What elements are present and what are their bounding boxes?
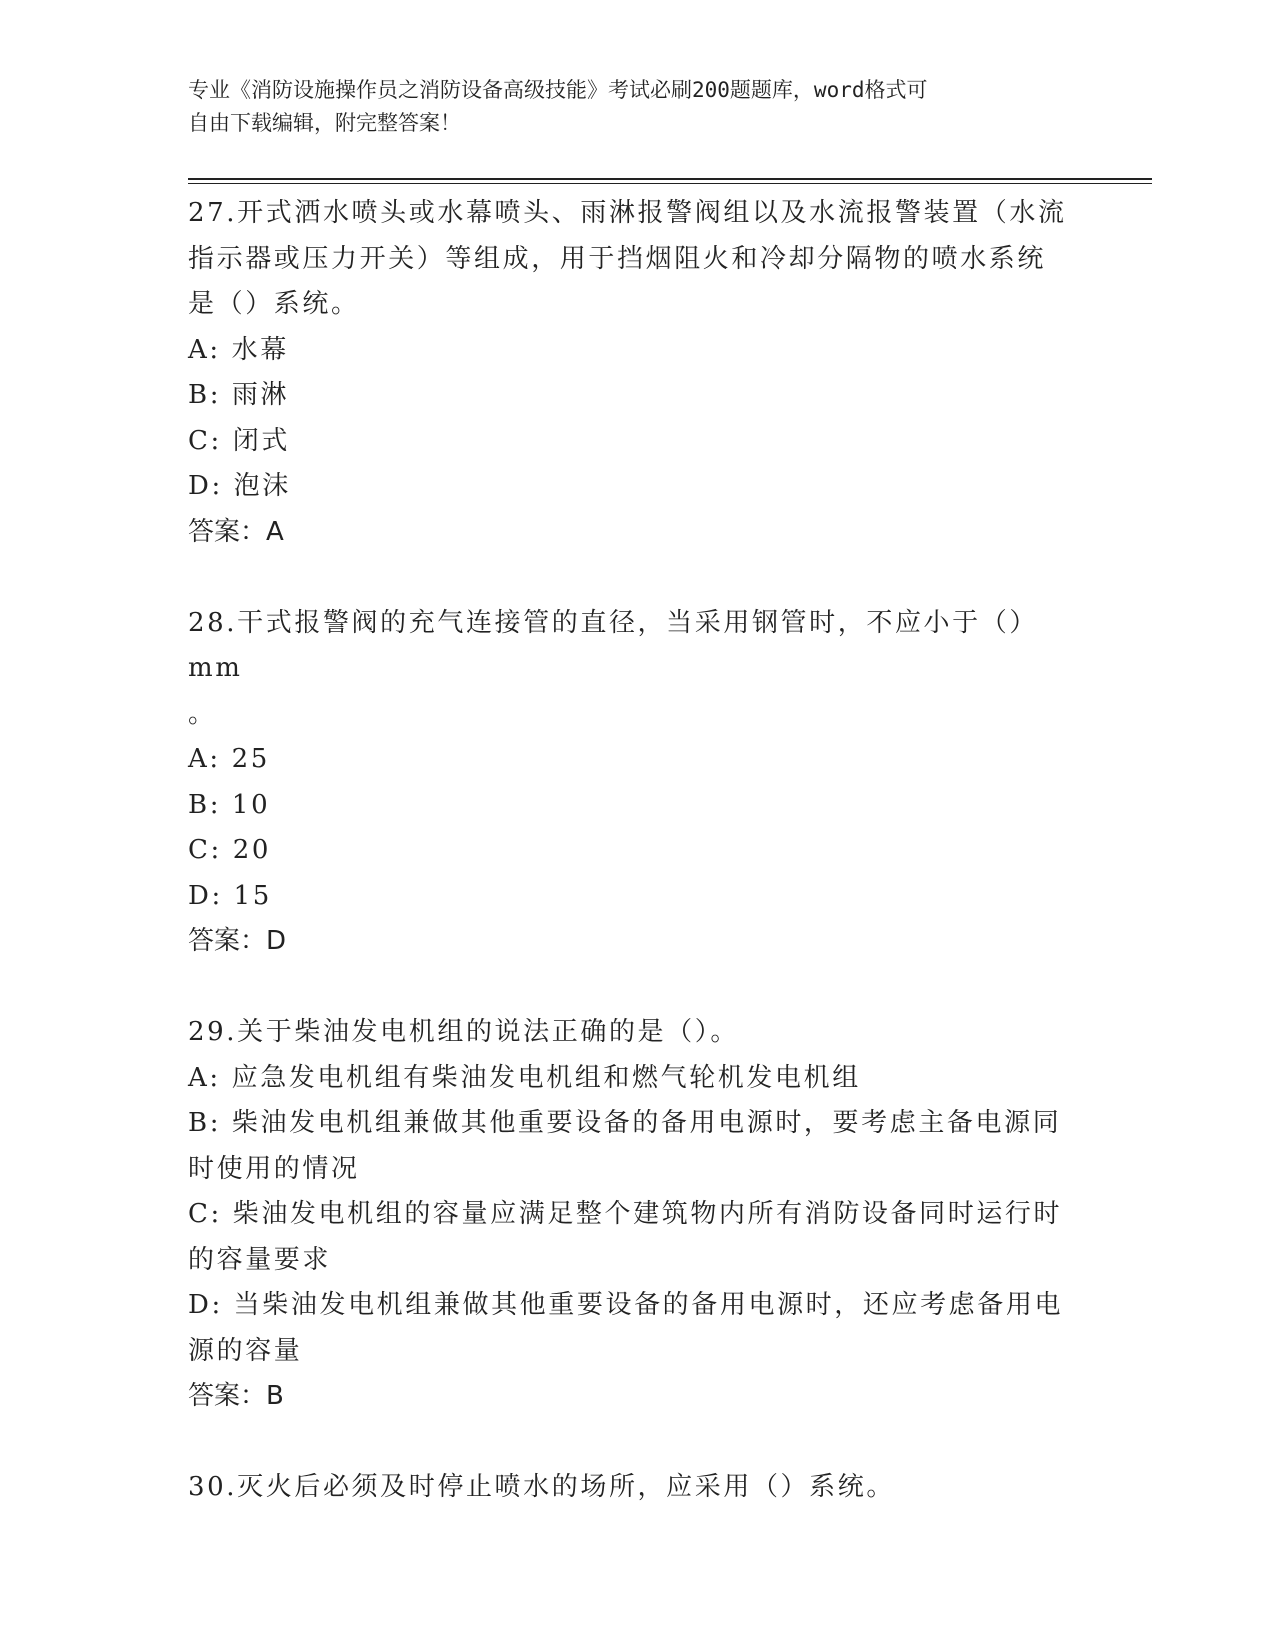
- question-stem-line: 。: [188, 698, 217, 729]
- question-stem-line: 30.灭火后必须及时停止喷水的场所，应采用（）系统。: [188, 1472, 895, 1502]
- answer: 答案：A: [188, 516, 284, 547]
- spacer: [188, 1420, 1088, 1466]
- question-28: [188, 601, 1088, 965]
- question-stem-line: 27.开式洒水喷头或水幕喷头、雨淋报警阀组以及水流报警装置（水流: [188, 198, 1067, 228]
- header-divider-thin: [188, 183, 1152, 184]
- document-header: [188, 74, 1068, 140]
- question-stem-line: 指示器或压力开关）等组成，用于挡烟阻火和冷却分隔物的喷水系统: [188, 243, 1047, 274]
- header-divider-thick: [188, 178, 1152, 180]
- spacer: [188, 965, 1088, 1011]
- option-d: D: 当柴油发电机组兼做其他重要设备的备用电源时，还应考虑备用电源的容量: [188, 1290, 1064, 1366]
- option-b: B: 10: [188, 789, 271, 820]
- option-b: B: 柴油发电机组兼做其他重要设备的备用电源时，要考虑主备电源同时使用的情况: [188, 1108, 1062, 1184]
- option-a: A: 应急发电机组有柴油发电机组和燃气轮机发电机组: [188, 1062, 861, 1093]
- question-30: [188, 1465, 1088, 1511]
- header-line-1: 专业《消防设施操作员之消防设备高级技能》考试必刷200题题库，word格式可: [188, 78, 928, 102]
- option-d: D: 泡沫: [188, 471, 291, 501]
- option-c: C: 闭式: [188, 425, 290, 456]
- spacer: [188, 555, 1088, 601]
- question-list: [188, 191, 1088, 1511]
- question-27: [188, 191, 1088, 555]
- option-a: A: 25: [188, 744, 270, 774]
- option-d: D: 15: [188, 880, 272, 911]
- option-c: C: 柴油发电机组的容量应满足整个建筑物内所有消防设备同时运行时的容量要求: [188, 1199, 1063, 1275]
- question-29: [188, 1010, 1088, 1420]
- option-b: B: 雨淋: [188, 380, 290, 410]
- question-stem-line: 28.干式报警阀的充气连接管的直径，当采用钢管时，不应小于（）mm: [188, 607, 1038, 683]
- option-a: A: 水幕: [188, 334, 289, 365]
- question-stem-line: 29.关于柴油发电机组的说法正确的是（）。: [188, 1017, 739, 1047]
- answer: 答案：D: [188, 926, 287, 956]
- question-stem-line: 是（）系统。: [188, 289, 360, 319]
- answer: 答案：B: [188, 1381, 284, 1411]
- option-c: C: 20: [188, 835, 272, 865]
- header-line-2: 自由下载编辑，附完整答案！: [188, 111, 461, 135]
